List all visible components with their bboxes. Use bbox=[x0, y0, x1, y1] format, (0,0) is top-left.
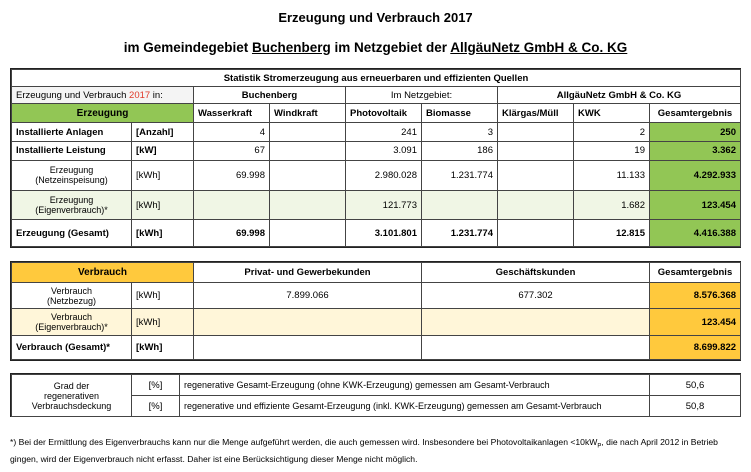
cell: 3 bbox=[422, 123, 498, 142]
cell bbox=[498, 191, 574, 220]
cell bbox=[270, 123, 346, 142]
page-title: Erzeugung und Verbrauch 2017 bbox=[278, 10, 473, 25]
info-label: Erzeugung und Verbrauch 2017 in: bbox=[12, 87, 194, 103]
cell bbox=[270, 220, 346, 247]
total-cell: 123.454 bbox=[650, 191, 741, 220]
row-unit: [kWh] bbox=[132, 283, 194, 309]
total-cell: 123.454 bbox=[650, 309, 741, 335]
subtitle-mid: im Netzgebiet der bbox=[330, 40, 451, 55]
col-header: Wasserkraft bbox=[194, 103, 270, 123]
col-header: Geschäftskunden bbox=[422, 263, 650, 283]
cell bbox=[194, 309, 422, 335]
total-cell: 4.292.933 bbox=[650, 160, 741, 191]
gemeinde-cell: Buchenberg bbox=[194, 87, 346, 103]
cell: 7.899.066 bbox=[194, 283, 422, 309]
section-erzeugung: Erzeugung bbox=[12, 103, 194, 123]
row-text: regenerative und effiziente Gesamt-Erzeugung (inkl. KWK-Erzeugung) gemessen am Gesamt-Verbrauch bbox=[180, 396, 650, 417]
cell bbox=[498, 123, 574, 142]
deckung-table bbox=[10, 373, 741, 417]
table-row bbox=[12, 220, 741, 247]
cell: 50,8 bbox=[650, 396, 741, 417]
verbrauch-table bbox=[10, 261, 741, 361]
cell: 12.815 bbox=[574, 220, 650, 247]
total-cell: 250 bbox=[650, 123, 741, 142]
table-row bbox=[12, 123, 741, 142]
info-year: 2017 bbox=[129, 89, 151, 101]
row-label: Verbrauch (Gesamt)* bbox=[12, 335, 132, 359]
row-label: Installierte Anlagen bbox=[12, 123, 132, 142]
cell: 2 bbox=[574, 123, 650, 142]
page-subtitle bbox=[0, 40, 751, 55]
cell: 3.101.801 bbox=[346, 220, 422, 247]
cell bbox=[422, 309, 650, 335]
cell bbox=[270, 160, 346, 191]
col-header: Privat- und Gewerbekunden bbox=[194, 263, 422, 283]
row-unit: [kWh] bbox=[132, 335, 194, 359]
cell bbox=[498, 142, 574, 161]
total-cell: 8.576.368 bbox=[650, 283, 741, 309]
cell: 241 bbox=[346, 123, 422, 142]
subtitle-prefix: im Gemeindegebiet bbox=[123, 40, 252, 55]
row-unit: [kW] bbox=[132, 142, 194, 161]
gemeinde-name: Buchenberg bbox=[251, 40, 331, 55]
row-unit: [Anzahl] bbox=[132, 123, 194, 142]
deckung-label: Grad der regenerativen Verbrauchsdeckung bbox=[12, 375, 132, 417]
cell: 186 bbox=[422, 142, 498, 161]
cell: 1.682 bbox=[574, 191, 650, 220]
cell bbox=[422, 335, 650, 359]
col-header: Biomasse bbox=[422, 103, 498, 123]
total-cell: 3.362 bbox=[650, 142, 741, 161]
section-verbrauch: Verbrauch bbox=[12, 263, 194, 283]
netz-name: AllgäuNetz GmbH & Co. KG bbox=[450, 40, 628, 55]
cell bbox=[194, 191, 270, 220]
row-label: Verbrauch (Netzbezug) bbox=[12, 283, 132, 309]
col-header: Photovoltaik bbox=[346, 103, 422, 123]
erzeugung-table bbox=[10, 68, 741, 248]
table-row bbox=[12, 309, 741, 335]
table-row bbox=[12, 283, 741, 309]
cell: 3.091 bbox=[346, 142, 422, 161]
cell: 1.231.774 bbox=[422, 160, 498, 191]
cell: 67 bbox=[194, 142, 270, 161]
row-unit: [kWh] bbox=[132, 160, 194, 191]
cell bbox=[498, 160, 574, 191]
row-unit: [kWh] bbox=[132, 220, 194, 247]
cell: 1.231.774 bbox=[422, 220, 498, 247]
row-unit: [kWh] bbox=[132, 191, 194, 220]
footnote: *) Bei der Ermittlung des Eigenverbrauchs kann nur die Menge aufgeführt werden, die auch gemessen wird. Insbesondere bei Photovoltaikanlagen $<10kW_P$, die nach April 2012 in Betrieb gingen, wird der Eigenverbrauch nicht erfasst. Daher ist eine Berücksichtigung dieser Menge nicht möglich. bbox=[10, 437, 718, 464]
cell: 121.773 bbox=[346, 191, 422, 220]
cell: 11.133 bbox=[574, 160, 650, 191]
cell: 4 bbox=[194, 123, 270, 142]
row-label: Erzeugung (Netzeinspeisung) bbox=[12, 160, 132, 191]
col-header: Klärgas/Müll bbox=[498, 103, 574, 123]
col-header: Gesamtergebnis bbox=[650, 103, 741, 123]
row-unit: [kWh] bbox=[132, 309, 194, 335]
cell bbox=[498, 220, 574, 247]
col-header: KWK bbox=[574, 103, 650, 123]
table-caption: Statistik Stromerzeugung aus erneuerbaren und effizienten Quellen bbox=[12, 70, 741, 87]
table-row bbox=[12, 191, 741, 220]
col-header: Windkraft bbox=[270, 103, 346, 123]
cell bbox=[422, 191, 498, 220]
table-row bbox=[12, 335, 741, 359]
row-text: regenerative Gesamt-Erzeugung (ohne KWK-Erzeugung) gemessen am Gesamt-Verbrauch bbox=[180, 375, 650, 396]
row-label: Erzeugung (Eigenverbrauch)* bbox=[12, 191, 132, 220]
cell bbox=[270, 191, 346, 220]
col-header: Gesamtergebnis bbox=[650, 263, 741, 283]
row-label: Erzeugung (Gesamt) bbox=[12, 220, 132, 247]
cell: 50,6 bbox=[650, 375, 741, 396]
table-row bbox=[12, 160, 741, 191]
cell bbox=[194, 335, 422, 359]
netz-label: Im Netzgebiet: bbox=[346, 87, 498, 103]
cell bbox=[270, 142, 346, 161]
row-unit: [%] bbox=[132, 375, 180, 396]
row-label: Verbrauch (Eigenverbrauch)* bbox=[12, 309, 132, 335]
row-unit: [%] bbox=[132, 396, 180, 417]
netz-cell: AllgäuNetz GmbH & Co. KG bbox=[498, 87, 741, 103]
table-row bbox=[12, 142, 741, 161]
cell: 2.980.028 bbox=[346, 160, 422, 191]
table-row bbox=[12, 375, 741, 396]
cell: 677.302 bbox=[422, 283, 650, 309]
cell: 69.998 bbox=[194, 220, 270, 247]
row-label: Installierte Leistung bbox=[12, 142, 132, 161]
cell: 19 bbox=[574, 142, 650, 161]
cell: 69.998 bbox=[194, 160, 270, 191]
total-cell: 4.416.388 bbox=[650, 220, 741, 247]
total-cell: 8.699.822 bbox=[650, 335, 741, 359]
